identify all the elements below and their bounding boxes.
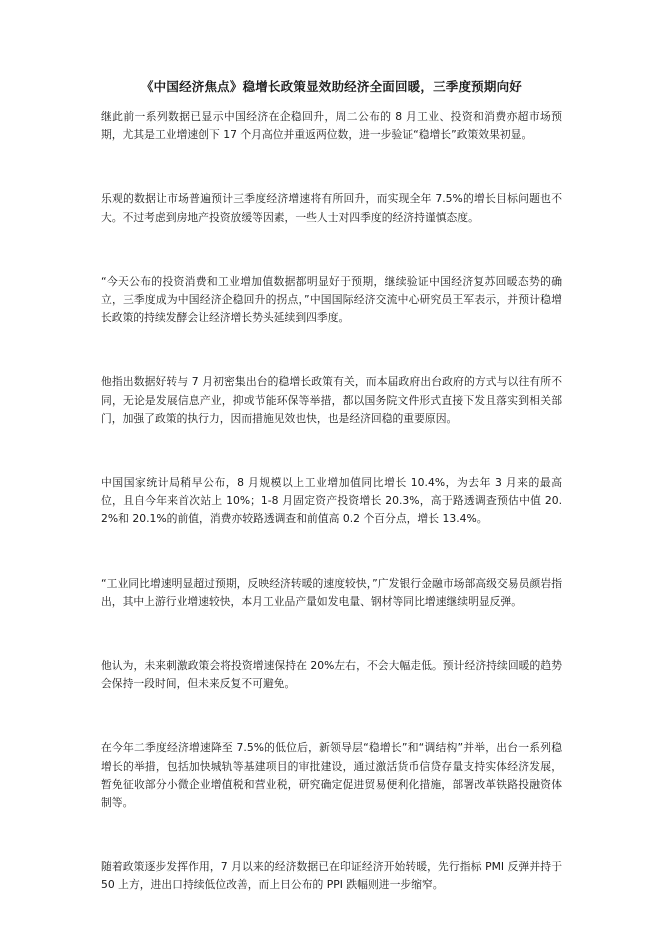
paragraph-6: “工业同比增速明显超过预期，反映经济转暖的速度较快，”广发银行金融市场部高级交易员颜岩指出，其中上游行业增速较快，本月工业品产量如发电量、钢材等同比增速继续明显反弹。 xyxy=(101,576,562,608)
document-title: 《中国经济焦点》稳增长政策显效助经济全面回暖，三季度预期向好 xyxy=(140,79,522,94)
paragraph-3: “今天公布的投资消费和工业增加值数据都明显好于预期，继续验证中国经济复苏回暖态势的确立，三季度成为中国经济企稳回升的拐点，”中国国际经济交流中心研究员王军表示，并预计稳增长政策的持续发酵会让经济增长势头延续到四季度。 xyxy=(101,274,562,325)
paragraph-1: 继此前一系列数据已显示中国经济在企稳回升，周二公布的 8 月工业、投资和消费亦超市场预期，尤其是工业增速创下 17 个月高位并重返两位数，进一步验证“稳增长”政策效果初显。 xyxy=(101,110,562,142)
paragraph-9: 随着政策逐步发挥作用，7 月以来的经济数据已在印证经济开始转暖，先行指标 PMI 反弹并持于 50 上方，进出口持续低位改善，而上日公布的 PPI 跌幅则进一步缩窄。 xyxy=(101,860,562,892)
paragraph-4: 他指出数据好转与 7 月初密集出台的稳增长政策有关，而本届政府出台政府的方式与以往有所不同，无论是发展信息产业，抑或节能环保等举措，都以国务院文件形式直接下发且落实到相关部门，加强了政策的执行力，因而措施见效也快，也是经济回稳的重要原因。 xyxy=(101,375,562,425)
paragraph-7: 他认为，未来刺激政策会将投资增速保持在 20%左右，不会大幅走低。预计经济持续回暖的趋势会保持一段时间，但未来反复不可避免。 xyxy=(101,659,562,691)
paragraph-8: 在今年二季度经济增速降至 7.5%的低位后，新领导层“稳增长”和“调结构”并举，出台一系列稳增长的举措，包括加快城轨等基建项目的审批建设，通过激活货币信贷存量支持实体经济发展，暂免征收部分小微企业增值税和营业税，研究确定促进贸易便利化措施，部署改革铁路投融资体制等。 xyxy=(101,741,562,810)
paragraph-5: 中国国家统计局稍早公布，8 月规模以上工业增加值同比增长 10.4%，为去年 3 月来的最高位，且自今年来首次站上 10%；1-8 月固定资产投资增长 20.3%，高于路透调查预估中值 20.2%和 20.1%的前值，消费亦较路透调查和前值高 0.2 个百分点，增长 13.4%。 xyxy=(101,476,562,526)
paragraph-2: 乐观的数据让市场普遍预计三季度经济增速将有所回升，而实现全年 7.5%的增长目标问题也不大。不过考虑到房地产投资放缓等因素，一些人士对四季度的经济持谨慎态度。 xyxy=(101,192,562,224)
